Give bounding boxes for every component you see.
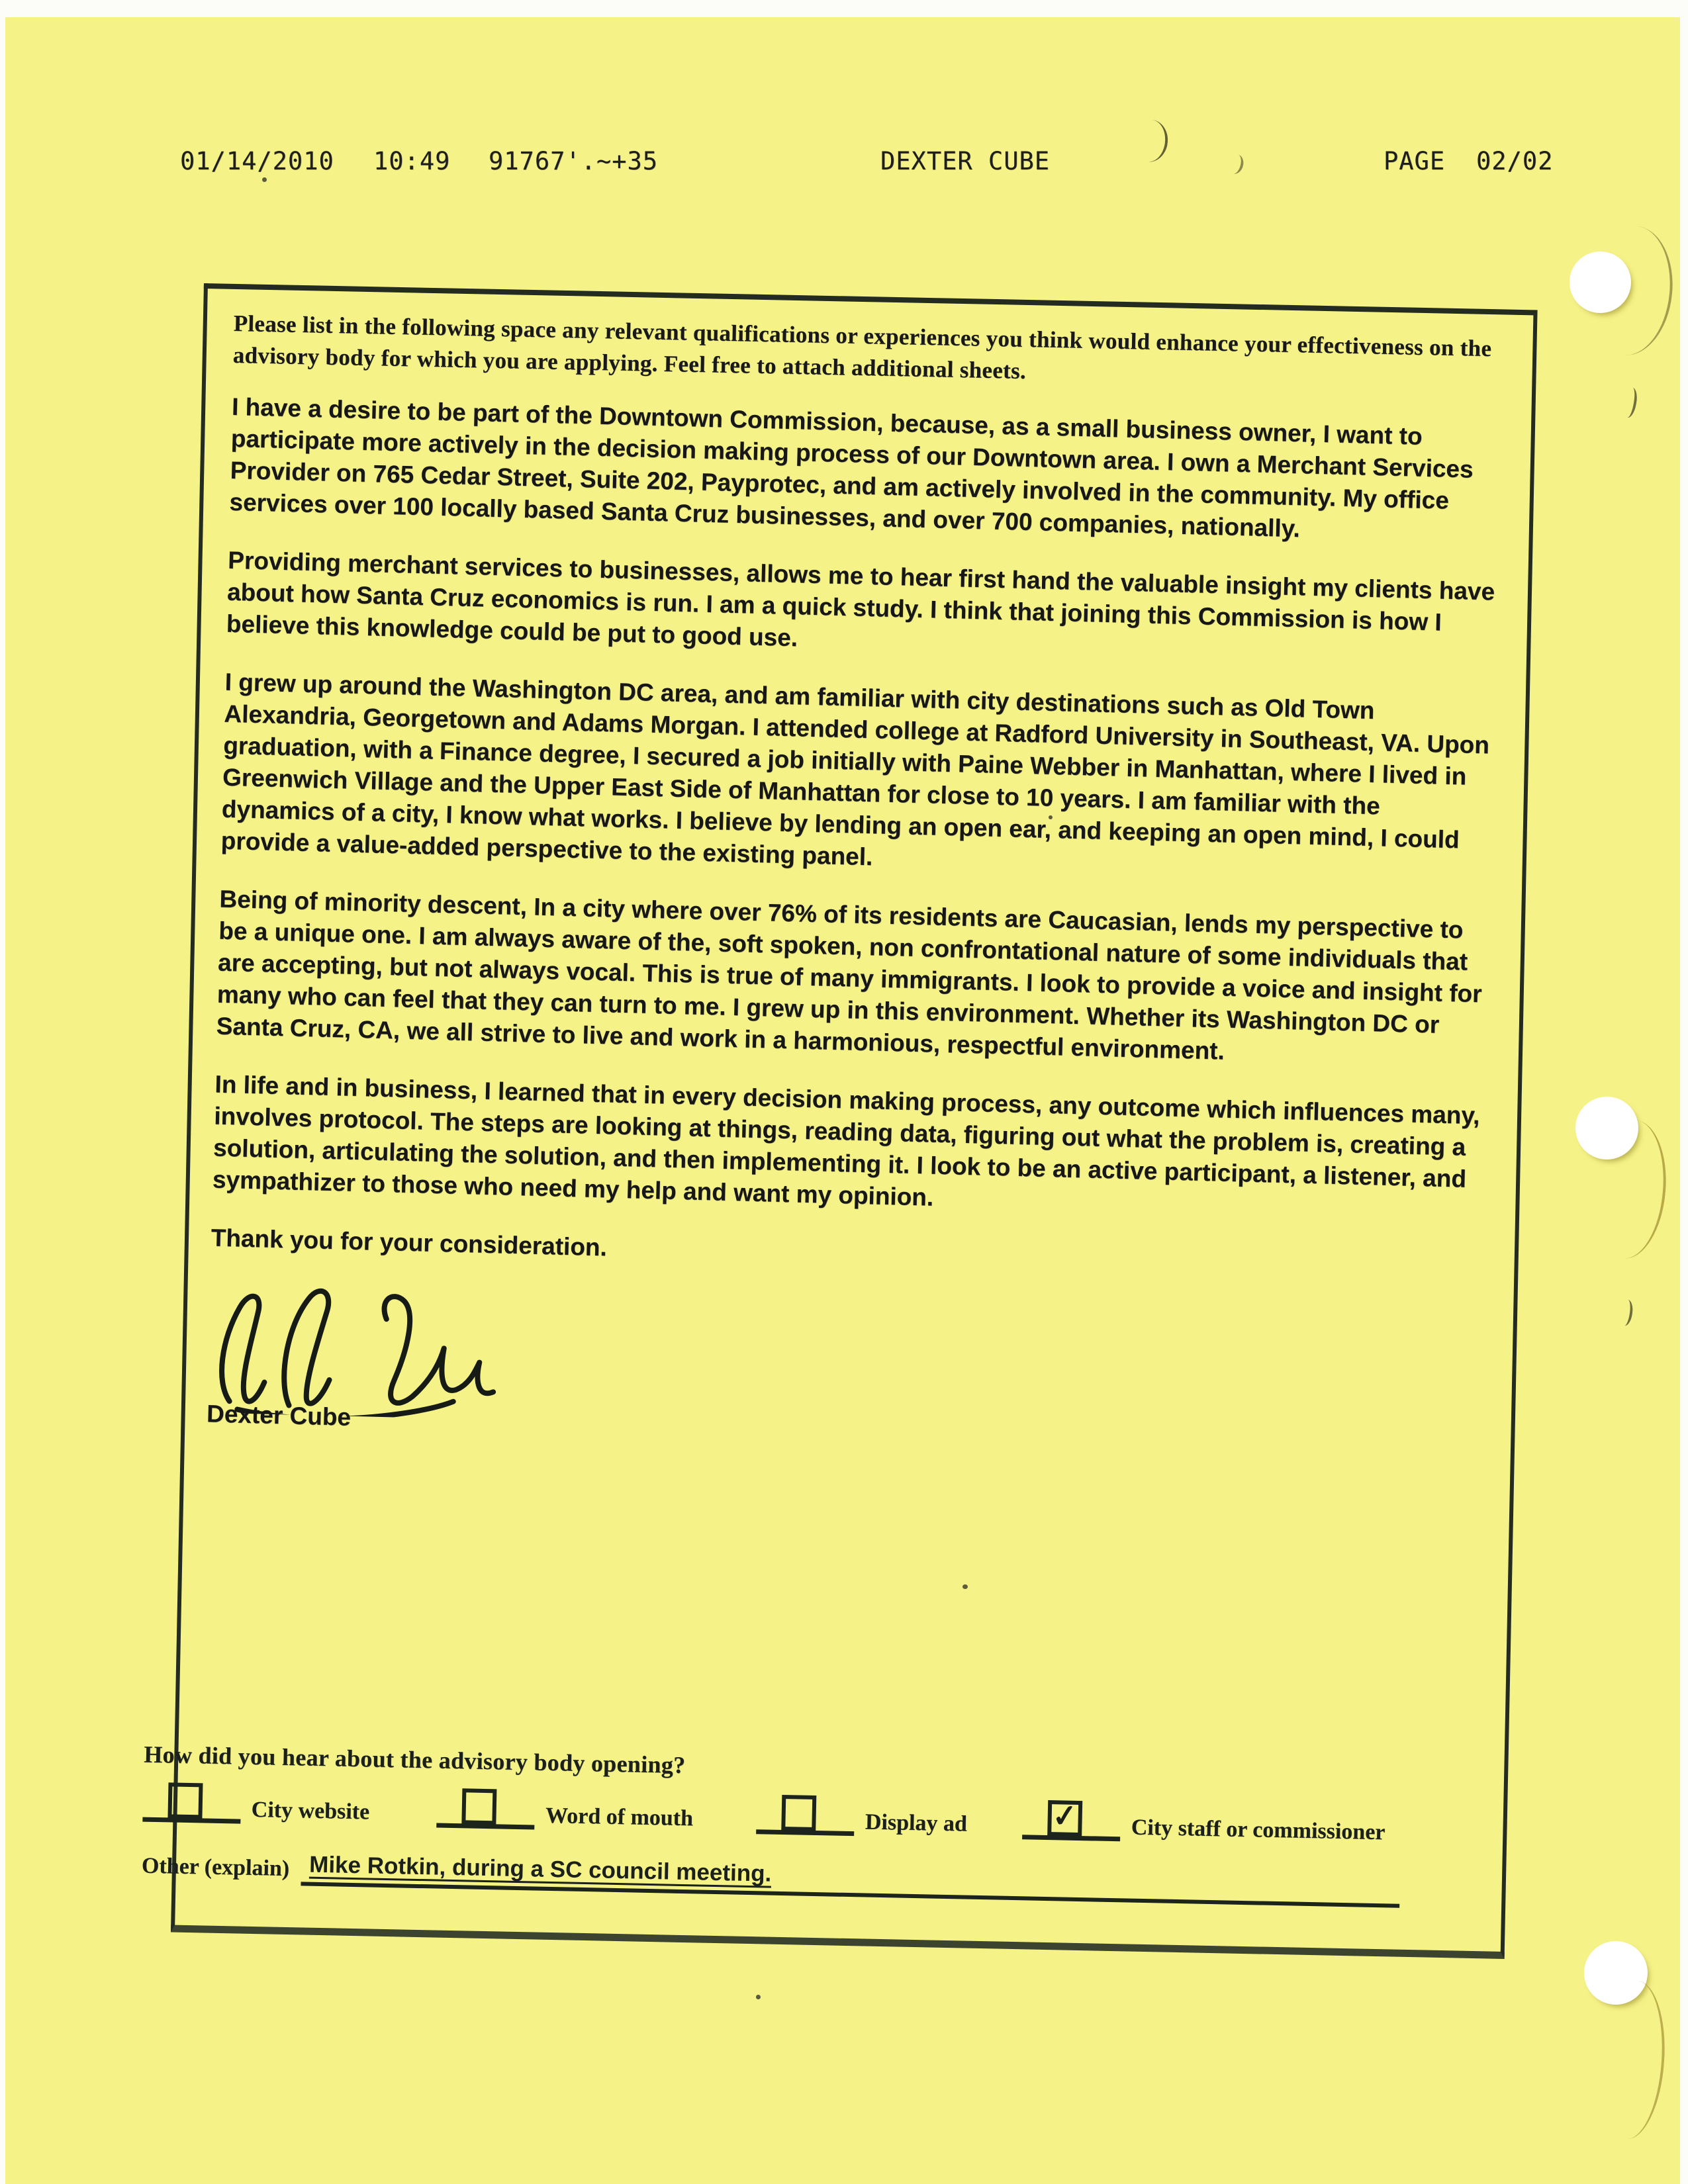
pen-mark <box>1622 1299 1634 1326</box>
response-paragraph: I grew up around the Washington DC area, and am familiar with city destinations such as Old Town Alexandria, Georgetown and Adams Morgan. I attended college at Radford University in Southeast, VA. Upon graduation, with a Finance degree, I secured a job initially with Paine Webber in Manhattan, where I lived in Greenwich Village and the Upper East Side of Manhattan for close to 10 years. I am familiar with the dynamics of a city, I know what works. I believe by lending an open ear, and keeping an open mind, I could provide a value-added perspective to the existing panel. <box>220 668 1490 871</box>
fax-number: 91767'.~+35 <box>489 147 659 175</box>
ink-speck <box>262 177 267 182</box>
option-label: Display ad <box>865 1809 968 1837</box>
pen-mark <box>1619 226 1679 359</box>
option-display-ad <box>757 1797 1023 1839</box>
ink-speck <box>756 1995 761 1999</box>
qualifications-prompt: Please list in the following space any relevant qualifications or experiences you think would enhance your effectiveness on the advisory body for which you are applying. Feel free to attach additional sheets. <box>232 310 1492 384</box>
fax-time: 10:49 <box>373 147 451 175</box>
signature-printed-name: Dexter Cube <box>206 1400 352 1431</box>
checkbox-word-of-mouth[interactable] <box>462 1788 497 1825</box>
other-explain-row <box>141 1848 1472 1909</box>
applicant-response <box>207 391 1503 1461</box>
response-paragraph: I have a desire to be part of the Downtown Commission, because, as a small business owner, I want to participate more actively in the decision making process of our Downtown area. I own a Merchant Services Provider on 765 Cedar Street, Suite 202, Payprotec, and am actively involved in the community. My office services over 100 locally based Santa Cruz businesses, and over 700 companies, nationally. <box>229 392 1474 543</box>
hear-options-row <box>142 1786 1474 1848</box>
checkbox-underline <box>1022 1797 1121 1841</box>
option-label: City staff or commissioner <box>1131 1815 1385 1845</box>
option-city-website <box>142 1786 437 1828</box>
closing-line: Thank you for your consideration. <box>211 1224 608 1261</box>
checkbox-underline <box>437 1792 536 1830</box>
fax-page-number: 02/02 <box>1476 147 1554 175</box>
application-form-box <box>141 283 1538 1959</box>
hear-about-section <box>141 1741 1474 1909</box>
response-paragraph: In life and in business, I learned that in every decision making process, any outcome which influences many, involves protocol. The steps are looking at things, reading data, figuring out what the problem is, creating a solution, articulating the solution, and then implementing it. I look to be an active participant, a listener, and sympathizer to those who need my help and want my opinion. <box>212 1070 1481 1211</box>
checkbox-city-staff-checked[interactable] <box>1048 1797 1083 1837</box>
checkmark: ✓ <box>1051 1797 1080 1835</box>
scanned-yellow-paper <box>5 17 1680 2184</box>
checkbox-city-website[interactable] <box>167 1782 203 1819</box>
other-explain-label: Other (explain) <box>141 1853 290 1882</box>
fax-page-label: PAGE <box>1383 147 1446 175</box>
response-paragraph: Being of minority descent, In a city where over 76% of its residents are Caucasian, lends my perspective to be a unique one. I am always aware of the, soft spoken, non confrontational nature of some individuals that are accepting, but not always vocal. This is true of many immigrants. I look to provide a voice and insight for many who can feel that they can turn to me. I grew up in this environment. Whether its Washington DC or Santa Cruz, CA, we all strive to live and work in a harmonious, respectful environment. <box>216 885 1483 1065</box>
pen-mark <box>1626 387 1639 418</box>
checkbox-underline <box>757 1797 855 1836</box>
response-paragraph: Providing merchant services to businesses, allows me to hear first hand the valuable insight my clients have about how Santa Cruz economics is run. I am a quick study. I think that joining this Commission is how I believe this knowledge could be put to good use. <box>226 546 1495 652</box>
option-label: Word of mouth <box>545 1803 694 1831</box>
checkbox-display-ad[interactable] <box>782 1795 817 1831</box>
hear-question: How did you hear about the advisory body opening? <box>143 1741 686 1779</box>
option-city-staff-or-commissioner <box>1022 1797 1385 1846</box>
fax-transmission-header <box>5 147 1688 180</box>
handwritten-signature <box>211 1281 1481 1430</box>
other-explain-field[interactable]: Mike Rotkin, during a SC council meeting. <box>301 1851 1401 1907</box>
option-label: City website <box>251 1797 370 1825</box>
option-word-of-mouth <box>437 1792 757 1835</box>
fax-sender-name: DEXTER CUBE <box>880 147 1051 175</box>
pen-mark <box>1623 1980 1670 2141</box>
fax-date: 01/14/2010 <box>180 147 334 175</box>
punch-hole <box>1570 251 1631 313</box>
checkbox-underline <box>142 1786 241 1824</box>
